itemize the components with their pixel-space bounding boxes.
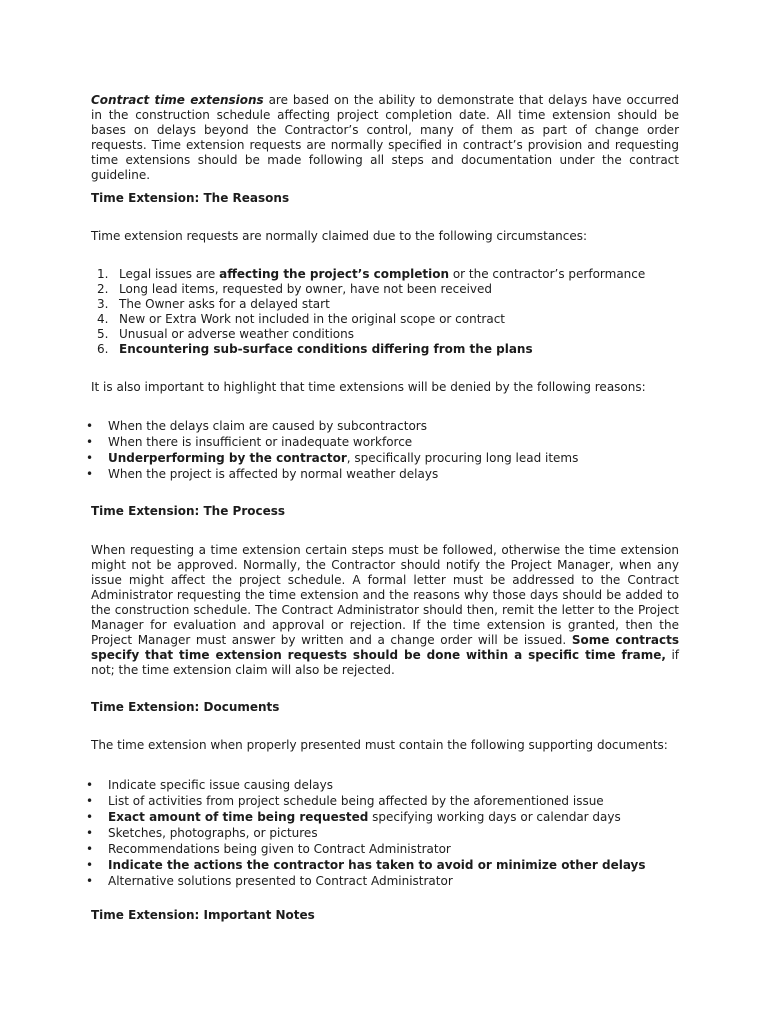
documents-list <box>84 777 646 889</box>
list-item: • When the project is affected by normal weather delays <box>86 467 439 481</box>
list-item: • When the delays claim are caused by subcontractors <box>86 419 427 433</box>
bullet-icon: • <box>86 419 94 433</box>
list-item: • Recommendations being given to Contract Administrator <box>86 842 451 856</box>
section-heading-process: Time Extension: The Process <box>91 504 286 518</box>
list-item: 5. Unusual or adverse weather conditions <box>97 327 355 341</box>
reasons-list <box>91 267 645 357</box>
list-item: • Indicate the actions the contractor has taken to avoid or minimize other delays <box>86 858 646 872</box>
intro-paragraph <box>91 93 679 183</box>
list-item: 3. The Owner asks for a delayed start <box>97 297 330 311</box>
reasons-intro: Time extension requests are normally claimed due to the following circumstances: <box>91 229 588 243</box>
bullet-icon: • <box>86 794 94 808</box>
section-heading-reasons: Time Extension: The Reasons <box>91 191 290 205</box>
bullet-icon: • <box>86 467 94 481</box>
intro-lead: Contract time extensions <box>91 93 264 107</box>
list-item: • Indicate specific issue causing delays <box>86 778 333 792</box>
list-item: • Sketches, photographs, or pictures <box>86 826 318 840</box>
list-item: • When there is insufficient or inadequate workforce <box>86 435 413 449</box>
list-item: • Underperforming by the contractor, specifically procuring long lead items <box>86 451 579 465</box>
section-heading-notes: Time Extension: Important Notes <box>91 908 315 922</box>
bullet-icon: • <box>86 778 94 792</box>
denied-intro: It is also important to highlight that time extensions will be denied by the following reasons: <box>91 380 646 394</box>
list-item: • Alternative solutions presented to Contract Administrator <box>86 874 453 888</box>
bullet-icon: • <box>86 810 94 824</box>
bullet-icon: • <box>86 435 94 449</box>
bullet-icon: • <box>86 874 94 888</box>
bullet-icon: • <box>86 858 94 872</box>
list-item: • Exact amount of time being requested specifying working days or calendar days <box>86 810 621 824</box>
process-paragraph: When requesting a time extension certain steps must be followed, otherwise the time extension might not be approved. Normally, the Contractor should notify the Project Manager, when any issue might affect the project schedule. A formal letter must be addressed to the Contract Administrator requesting the time extension and the reasons why those days should be added to the construction schedule. The Contract Administrator should then, remit the letter to the Project Manager for evaluation and approval or rejection. If the time extension is granted, then the Project Manager must answer by written and a change order will be issued. Some contracts specify that time extension requests should be done within a specific time frame, if not; the time extension claim will also be rejected. <box>91 543 679 677</box>
list-item: 4. New or Extra Work not included in the original scope or contract <box>97 312 506 326</box>
list-item: 6. Encountering sub-surface conditions differing from the plans <box>97 342 533 356</box>
bullet-icon: • <box>86 826 94 840</box>
list-item: 1. Legal issues are affecting the project’s completion or the contractor’s performance <box>97 267 646 281</box>
documents-intro: The time extension when properly presented must contain the following supporting documents: <box>91 738 668 752</box>
denied-list <box>84 418 578 482</box>
bullet-icon: • <box>86 842 94 856</box>
bullet-icon: • <box>86 451 94 465</box>
section-heading-documents: Time Extension: Documents <box>91 700 280 714</box>
list-item: • List of activities from project schedule being affected by the aforementioned issue <box>86 794 604 808</box>
intro-text: are based on the ability to demonstrate that delays have occurred in the construction schedule affecting project completion date. All time extension should be bases on delays beyond the Contractor’s control, many of them as part of change order requests. Time extension requests are normally specified in contract’s provision and requesting time extensions should be made following all steps and documentation under the contract guideline. <box>91 93 679 182</box>
list-item: 2. Long lead items, requested by owner, have not been received <box>97 282 493 296</box>
